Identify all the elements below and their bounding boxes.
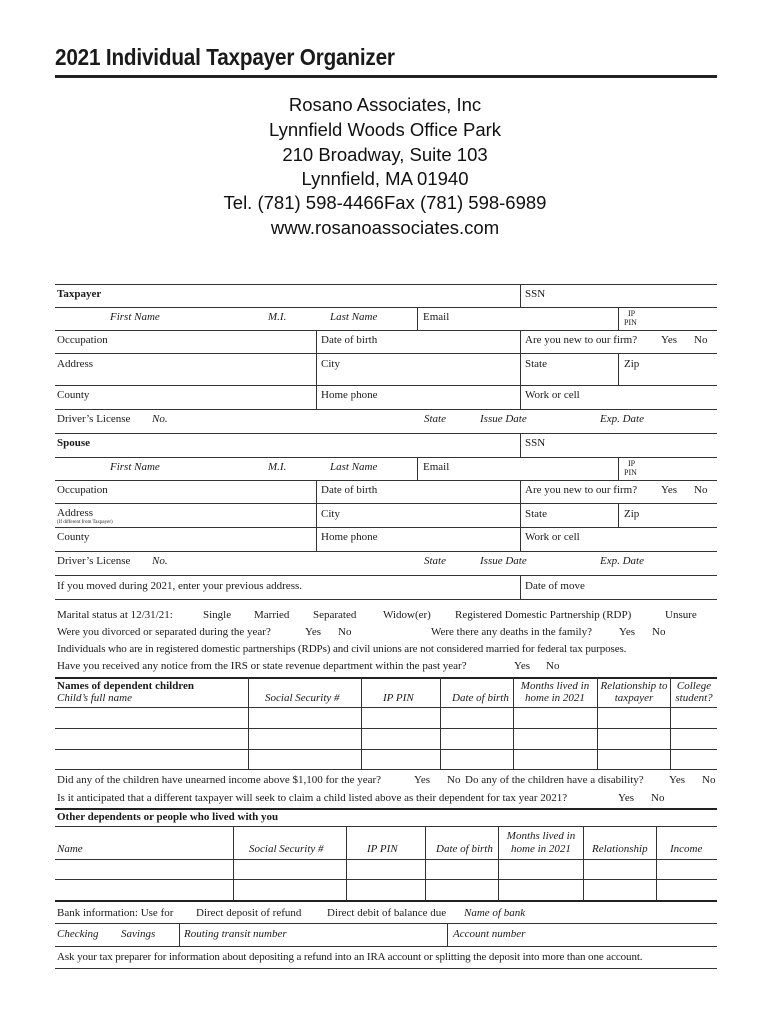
spouse-address-note: (If different from Taxpayer) [57, 520, 113, 525]
others-col-ssn: Social Security # [249, 843, 324, 855]
dependents-col-college-1: College [676, 680, 712, 692]
firm-city: Lynnfield, MA 01940 [301, 168, 469, 189]
spouse-city-field[interactable]: City [321, 508, 340, 520]
spouse-dl-issue-date-field[interactable]: Issue Date [480, 555, 527, 567]
divorced-question: Were you divorced or separated during the year? [57, 626, 271, 638]
dependents-col-dob: Date of birth [452, 692, 509, 704]
disability-no[interactable]: No [702, 774, 716, 786]
taxpayer-new-firm-yes[interactable]: Yes [661, 334, 678, 346]
firm-address1: Lynnfield Woods Office Park [268, 119, 502, 140]
others-row-divider [55, 859, 717, 860]
spouse-mi-field[interactable]: M.I. [268, 461, 287, 473]
taxpayer-address-field[interactable]: Address [57, 358, 94, 370]
dependents-col-relationship-2: taxpayer [614, 692, 654, 704]
spouse-dl-state-field[interactable]: State [424, 555, 446, 567]
dependents-row-divider [55, 749, 717, 750]
taxpayer-dl-state-field[interactable]: State [424, 413, 446, 425]
taxpayer-occupation-field[interactable]: Occupation [57, 334, 108, 346]
deaths-no[interactable]: No [652, 626, 666, 638]
spouse-occupation-field[interactable]: Occupation [57, 484, 108, 496]
taxpayer-new-firm-question: Are you new to our firm? [525, 334, 638, 346]
spouse-drivers-license-label: Driver’s License [57, 555, 131, 567]
spouse-zip-field[interactable]: Zip [624, 508, 640, 520]
dependents-row-divider [55, 769, 717, 770]
taxpayer-zip-field[interactable]: Zip [624, 358, 640, 370]
taxpayer-first-name-field[interactable]: First Name [110, 311, 160, 323]
bank-info-label: Bank information: Use for [57, 907, 174, 919]
taxpayer-ssn-field[interactable]: SSN [525, 288, 546, 300]
taxpayer-last-name-field[interactable]: Last Name [330, 311, 378, 323]
spouse-home-phone-field[interactable]: Home phone [321, 531, 378, 543]
claim-child-no[interactable]: No [651, 792, 665, 804]
taxpayer-state-field[interactable]: State [525, 358, 547, 370]
irs-notice-yes[interactable]: Yes [514, 660, 531, 672]
marital-rdp-option[interactable]: Registered Domestic Partnership (RDP) [455, 609, 632, 621]
unearned-income-no[interactable]: No [447, 774, 461, 786]
page-title: 2021 Individual Taxpayer Organizer [55, 44, 395, 70]
taxpayer-home-phone-field[interactable]: Home phone [321, 389, 378, 401]
direct-deposit-option[interactable]: Direct deposit of refund [196, 907, 302, 919]
taxpayer-dl-issue-date-field[interactable]: Issue Date [480, 413, 527, 425]
dependents-heading: Names of dependent children [57, 680, 194, 692]
spouse-new-firm-no[interactable]: No [694, 484, 708, 496]
divorced-yes[interactable]: Yes [305, 626, 322, 638]
routing-number-field[interactable]: Routing transit number [184, 928, 287, 940]
taxpayer-dl-exp-date-field[interactable]: Exp. Date [600, 413, 644, 425]
taxpayer-drivers-license-label: Driver’s License [57, 413, 131, 425]
savings-option[interactable]: Savings [121, 928, 156, 940]
spouse-email-field[interactable]: Email [423, 461, 450, 473]
dependents-col-name: Child’s full name [57, 692, 132, 704]
previous-address-field[interactable]: If you moved during 2021, enter your previous address. [57, 580, 303, 592]
taxpayer-heading: Taxpayer [57, 288, 102, 300]
firm-address2: 210 Broadway, Suite 103 [282, 144, 488, 165]
claim-child-yes[interactable]: Yes [618, 792, 635, 804]
marital-separated-option[interactable]: Separated [313, 609, 357, 621]
spouse-last-name-field[interactable]: Last Name [330, 461, 378, 473]
account-number-field[interactable]: Account number [453, 928, 526, 940]
deaths-yes[interactable]: Yes [619, 626, 636, 638]
ira-deposit-note: Ask your tax preparer for information about depositing a refund into an IRA account or splitting the deposit into more than one account. [57, 951, 643, 963]
deaths-question: Were there any deaths in the family? [431, 626, 592, 638]
rdp-note: Individuals who are in registered domestic partnerships (RDPs) and civil unions are not considered married for federal tax purposes. [57, 643, 627, 655]
marital-status-label: Marital status at 12/31/21: [57, 609, 173, 621]
firm-phone: Tel. (781) 598-4466Fax (781) 598-6989 [223, 192, 547, 213]
unearned-income-yes[interactable]: Yes [414, 774, 431, 786]
dependents-col-ippin: IP PIN [383, 692, 414, 704]
checking-option[interactable]: Checking [57, 928, 99, 940]
taxpayer-city-field[interactable]: City [321, 358, 340, 370]
taxpayer-pin-field[interactable]: PIN [624, 318, 637, 327]
marital-married-option[interactable]: Married [254, 609, 290, 621]
taxpayer-mi-field[interactable]: M.I. [268, 311, 287, 323]
taxpayer-email-field[interactable]: Email [423, 311, 450, 323]
spouse-first-name-field[interactable]: First Name [110, 461, 160, 473]
taxpayer-dob-field[interactable]: Date of birth [321, 334, 378, 346]
others-col-ippin: IP PIN [367, 843, 398, 855]
direct-debit-option[interactable]: Direct debit of balance due [327, 907, 447, 919]
spouse-pin-field[interactable]: PIN [624, 468, 637, 477]
marital-widow-option[interactable]: Widow(er) [383, 609, 431, 621]
date-of-move-field[interactable]: Date of move [525, 580, 585, 592]
dependents-col-months-2: home in 2021 [525, 692, 585, 704]
others-col-income: Income [670, 843, 703, 855]
claim-child-question: Is it anticipated that a different taxpayer will seek to claim a child listed above as their dependent for tax year 2021? [57, 792, 568, 804]
dependents-col-college-2: student? [675, 692, 713, 704]
others-col-months-2: home in 2021 [511, 843, 571, 855]
bank-name-field[interactable]: Name of bank [464, 907, 526, 919]
other-dependents-heading: Other dependents or people who lived with you [57, 811, 279, 823]
others-col-relationship: Relationship [592, 843, 648, 855]
spouse-work-cell-field[interactable]: Work or cell [525, 531, 580, 543]
dependents-col-months-1: Months lived in [520, 680, 590, 692]
spouse-ip-label: IP [628, 459, 636, 468]
marital-single-option[interactable]: Single [203, 609, 232, 621]
taxpayer-dl-number-field[interactable]: No. [152, 413, 168, 425]
firm-name: Rosano Associates, Inc [288, 94, 482, 115]
dependents-col-relationship-1: Relationship to [600, 680, 668, 692]
taxpayer-work-cell-field[interactable]: Work or cell [525, 389, 580, 401]
firm-website: www.rosanoassociates.com [270, 217, 500, 238]
taxpayer-ip-label: IP [628, 309, 636, 318]
spouse-address-field[interactable]: Address [57, 507, 94, 519]
disability-yes[interactable]: Yes [669, 774, 686, 786]
spouse-dl-exp-date-field[interactable]: Exp. Date [600, 555, 644, 567]
irs-notice-question: Have you received any notice from the IRS or state revenue department within the past year? [57, 660, 467, 672]
spouse-state-field[interactable]: State [525, 508, 547, 520]
spouse-county-field[interactable]: County [57, 531, 90, 543]
spouse-dl-number-field[interactable]: No. [152, 555, 168, 567]
taxpayer-county-field[interactable]: County [57, 389, 90, 401]
unearned-income-question: Did any of the children have unearned income above $1,100 for the year? [57, 774, 382, 786]
spouse-dob-field[interactable]: Date of birth [321, 484, 378, 496]
title-rule [55, 75, 717, 78]
marital-unsure-option[interactable]: Unsure [665, 609, 697, 621]
dependents-col-ssn: Social Security # [265, 692, 340, 704]
others-row-divider [55, 879, 717, 880]
spouse-heading: Spouse [57, 437, 91, 449]
disability-question: Do any of the children have a disability? [465, 774, 644, 786]
dependents-row-divider [55, 707, 717, 708]
others-col-name: Name [57, 843, 83, 855]
irs-notice-no[interactable]: No [546, 660, 560, 672]
others-col-dob: Date of birth [436, 843, 493, 855]
taxpayer-new-firm-no[interactable]: No [694, 334, 708, 346]
dependents-row-divider [55, 728, 717, 729]
spouse-new-firm-yes[interactable]: Yes [661, 484, 678, 496]
others-col-months-1: Months lived in [506, 830, 576, 842]
spouse-new-firm-question: Are you new to our firm? [525, 484, 638, 496]
spouse-ssn-field[interactable]: SSN [525, 437, 546, 449]
divorced-no[interactable]: No [338, 626, 352, 638]
